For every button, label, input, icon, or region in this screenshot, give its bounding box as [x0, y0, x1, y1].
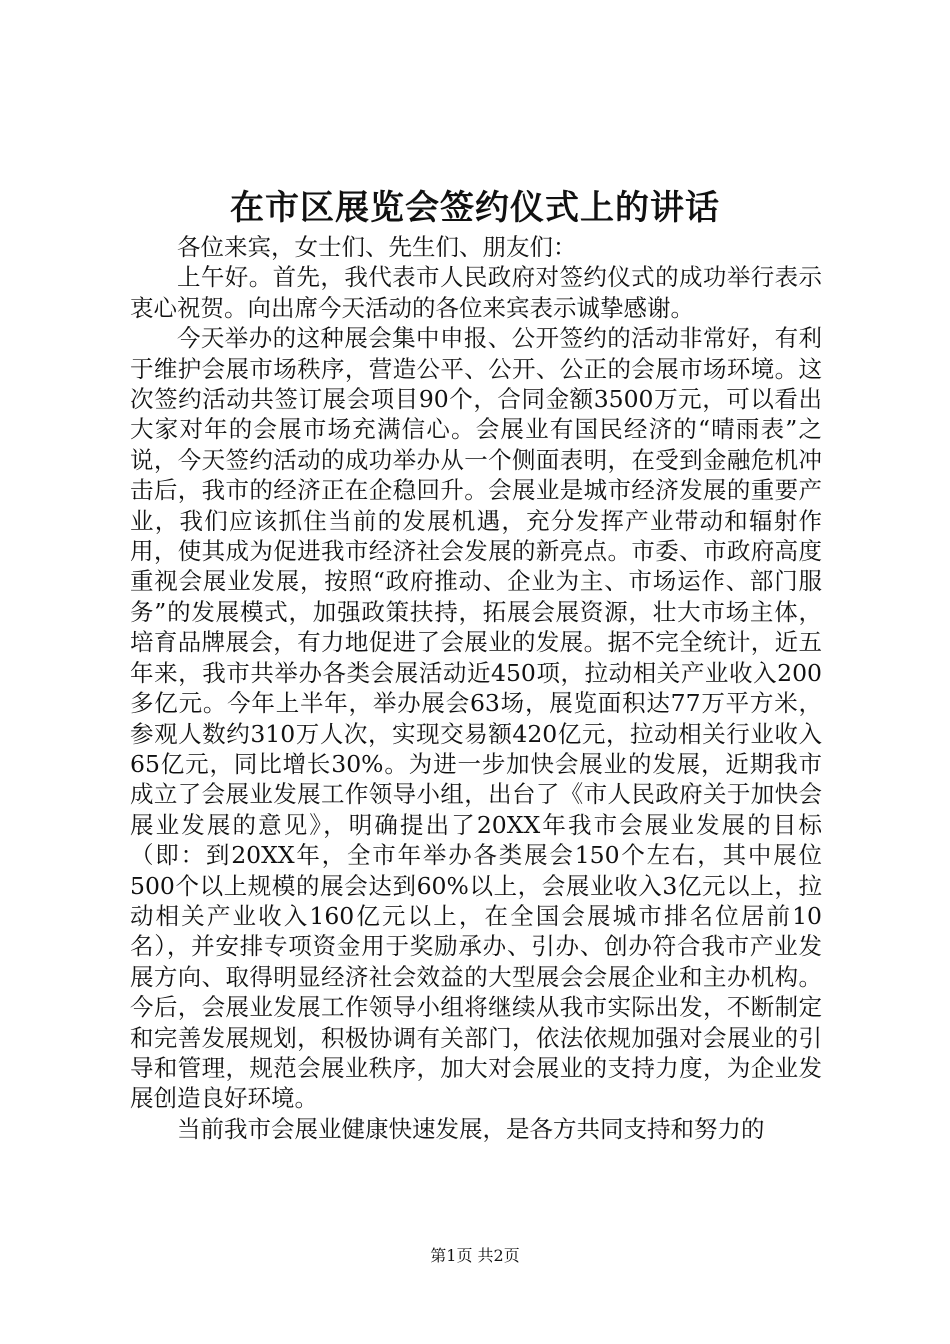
greeting-paragraph: 各位来宾，女士们、先生们、朋友们：: [177, 233, 577, 261]
page-number: 第1页 共2页: [430, 1246, 520, 1265]
continuation-paragraph: 当前我市会展业健康快速发展，是各方共同支持和努力的: [177, 1114, 765, 1143]
document-body: [130, 232, 822, 1144]
main-paragraph: 今天举办的这种展会集中申报、公开签约的活动非常好，有利于维护会展市场秩序，营造公平、公开、公正的会展市场环境。这次签约活动共签订展会项目90个，合同金额3500万元，可以看出大家对年的会展市场充满信心。会展业有国民经济的“晴雨表”之说，今天签约活动的成功举办从一个侧面表明，在受到金融危机冲击后，我市的经济正在企稳回升。会展业是城市经济发展的重要产业，我们应该抓住当前的发展机遇，充分发挥产业带动和辐射作用，使其成为促进我市经济社会发展的新亮点。市委、市政府高度重视会展业发展，按照“政府推动、企业为主、市场运作、部门服务”的发展模式，加强政策扶持，拓展会展资源，壮大市场主体，培育品牌展会，有力地促进了会展业的发展。据不完全统计，近五年来，我市共举办各类会展活动近450项，拉动相关产业收入200多亿元。今年上半年，举办展会63场，展览面积达77万平方米，参观人数约310万人次，实现交易额420亿元，拉动相关行业收入65亿元，同比增长30%。为进一步加快会展业的发展，近期我市成立了会展业发展工作领导小组，出台了《市人民政府关于加快会展业发展的意见》，明确提出了20XX年我市会展业发展的目标（即：到20XX年，全市年举办各类展会150个左右，其中展位500个以上规模的展会达到60%以上，会展业收入3亿元以上，拉动相关产业收入160亿元以上，在全国会展城市排名位居前10名），并安排专项资金用于奖励承办、引办、创办符合我市产业发展方向、取得明显经济社会效益的大型展会会展企业和主办机构。今后，会展业发展工作领导小组将继续从我市实际出发，不断制定和完善发展规划，积极协调有关部门，依法依规加强对会展业的引导和管理，规范会展业秩序，加大对会展业的支持力度，为企业发展创造良好环境。: [130, 324, 822, 1113]
opening-paragraph: 上午好。首先，我代表市人民政府对签约仪式的成功举行表示衷心祝贺。向出席今天活动的各位来宾表示诚挚感谢。: [130, 263, 822, 322]
document-title: 在市区展览会签约仪式上的讲话: [230, 188, 720, 228]
